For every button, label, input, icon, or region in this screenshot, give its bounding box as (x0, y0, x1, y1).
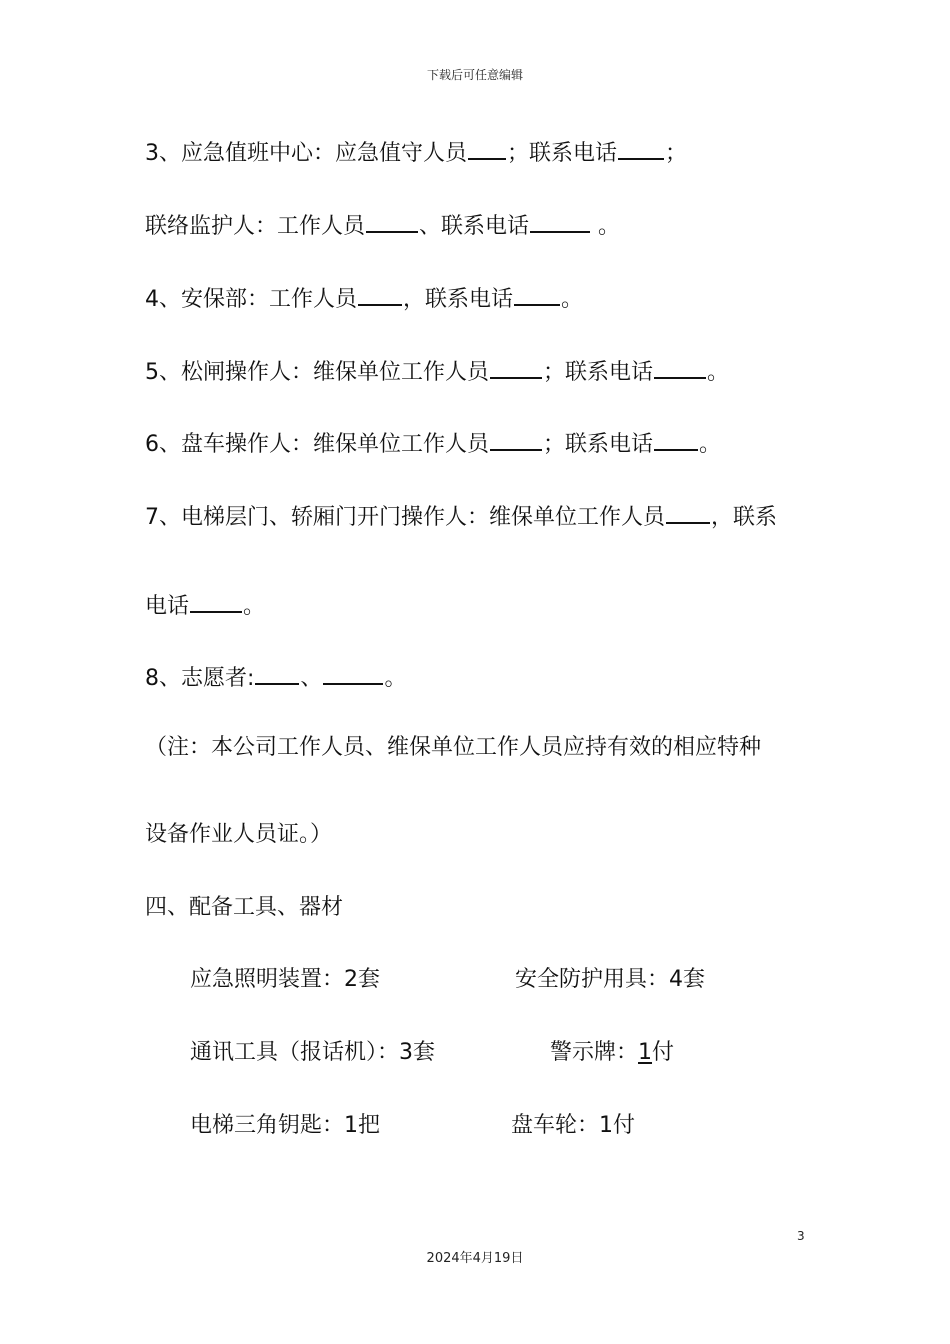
line-door-opening (145, 500, 777, 533)
blank-field[interactable] (190, 589, 242, 613)
door-opening-label: 7、电梯层门、轿厢门开门操作人：维保单位工作人员 (145, 505, 665, 530)
equipment-warning-sign (550, 1038, 674, 1068)
security-label: 4、安保部：工作人员 (145, 287, 357, 312)
blank-field[interactable] (530, 209, 590, 233)
equipment-protective-gear: 安全防护用具：4套 (515, 967, 705, 992)
phone-label: 电话 (145, 594, 190, 619)
line-duty-center (145, 136, 687, 169)
phone-label: ；联系电话 (507, 141, 618, 166)
page-number: 3 (797, 1229, 805, 1243)
volunteers-label: 8、志愿者: (145, 666, 255, 691)
punct: 。 (243, 594, 266, 619)
blank-field[interactable] (514, 282, 560, 306)
line-liaison (145, 209, 620, 242)
line-hand-winding (145, 427, 721, 460)
phone-label: 、联系电话 (419, 214, 530, 239)
blank-field[interactable] (323, 661, 383, 685)
hand-winding-label: 6、盘车操作人：维保单位工作人员 (145, 432, 489, 457)
line-door-opening-cont (145, 589, 265, 622)
line-brake-release (145, 355, 729, 388)
punct: 。 (699, 432, 722, 457)
line-volunteers (145, 661, 406, 694)
punct: ； (665, 141, 688, 166)
warning-sign-qty: 1 (638, 1040, 653, 1065)
blank-field[interactable] (490, 355, 542, 379)
line-security (145, 282, 583, 315)
equipment-emergency-lighting: 应急照明装置：2套 (190, 967, 380, 992)
note-line-1: （注：本公司工作人员、维保单位工作人员应持有效的相应特种 (145, 735, 762, 760)
phone-label: ；联系电话 (543, 360, 654, 385)
phone-label: ，联系电话 (403, 287, 514, 312)
equipment-hand-wheel: 盘车轮：1付 (511, 1113, 635, 1138)
warning-sign-unit: 付 (652, 1040, 675, 1065)
equipment-triangle-key: 电梯三角钥匙：1把 (190, 1113, 380, 1138)
page-header: 下载后可任意编辑 (426, 68, 523, 82)
note-line-2: 设备作业人员证。） (145, 822, 333, 847)
page-footer-date: 2024年4月19日 (426, 1251, 524, 1266)
duty-center-label: 3、应急值班中心：应急值守人员 (145, 141, 467, 166)
equipment-communication: 通讯工具（报话机）：3套 (190, 1040, 435, 1065)
contact-label: ，联系 (711, 505, 778, 530)
blank-field[interactable] (618, 136, 664, 160)
punct: 。 (384, 666, 407, 691)
blank-field[interactable] (468, 136, 506, 160)
blank-field[interactable] (666, 500, 710, 524)
punct: 。 (591, 214, 621, 239)
blank-field[interactable] (654, 355, 706, 379)
blank-field[interactable] (490, 427, 542, 451)
blank-field[interactable] (358, 282, 402, 306)
blank-field[interactable] (654, 427, 698, 451)
section-title: 四、配备工具、器材 (145, 895, 344, 920)
phone-label: ；联系电话 (543, 432, 654, 457)
liaison-label: 联络监护人：工作人员 (145, 214, 366, 239)
blank-field[interactable] (366, 209, 418, 233)
warning-sign-label: 警示牌： (550, 1040, 639, 1065)
blank-field[interactable] (255, 661, 299, 685)
punct: 。 (561, 287, 584, 312)
punct: 、 (300, 666, 323, 691)
punct: 。 (707, 360, 730, 385)
brake-release-label: 5、松闸操作人：维保单位工作人员 (145, 360, 489, 385)
